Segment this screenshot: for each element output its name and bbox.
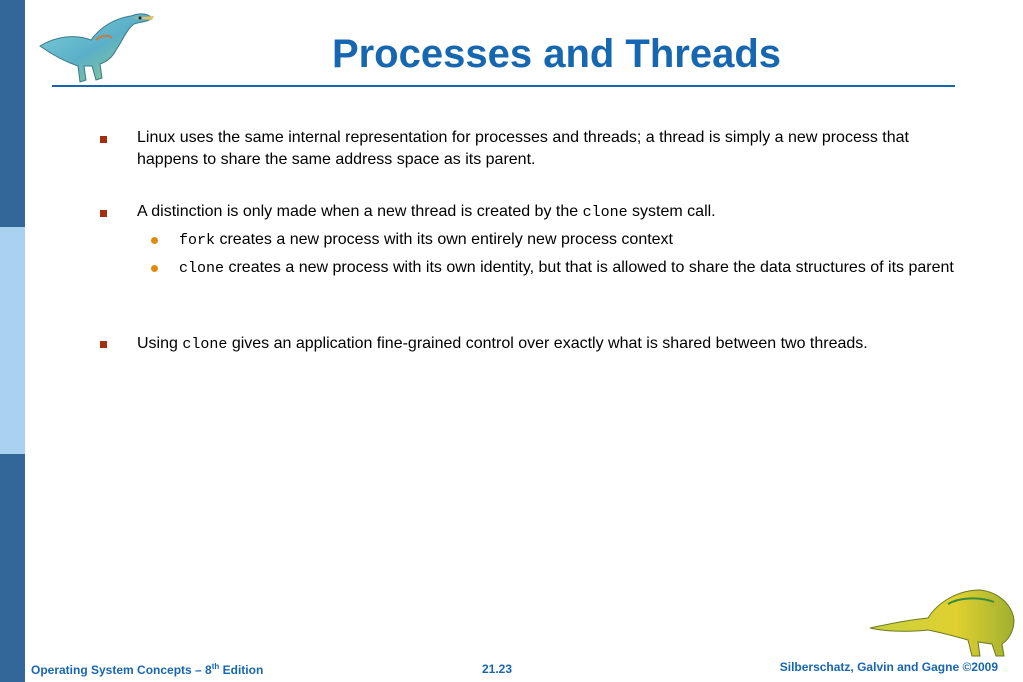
- sub-bullet-item-1: [179, 229, 969, 252]
- bullet-item-3: [137, 333, 967, 356]
- dinosaur-footer-icon: [868, 584, 1018, 658]
- bullet-text-pre: A distinction is only made when a new thread is created by the: [137, 203, 583, 220]
- bullet-dot-icon: [151, 265, 158, 272]
- sub-bullet-text: creates a new process with its own identity, but that is allowed to share the data structures of its parent: [224, 259, 954, 276]
- bullet-square-icon: [100, 136, 107, 143]
- sub-bullet-item-2: [179, 257, 969, 280]
- sidebar-stripe-bottom: [0, 454, 25, 682]
- footer-course-edition: Edition: [219, 663, 264, 677]
- bullet-dot-icon: [151, 237, 158, 244]
- code-fork: fork: [179, 232, 216, 249]
- footer-slide-number: 21.23: [482, 662, 513, 676]
- footer-copyright: Silberschatz, Galvin and Gagne ©2009: [779, 660, 998, 674]
- sidebar-stripe-middle: [0, 227, 25, 454]
- code-clone: clone: [582, 204, 628, 221]
- dinosaur-logo-icon: [36, 6, 158, 86]
- bullet-square-icon: [100, 210, 107, 217]
- footer-course-text: Operating System Concepts – 8: [31, 663, 212, 677]
- bullet-text-post: gives an application fine-grained control over exactly what is shared between two threads.: [227, 335, 868, 352]
- sidebar-stripe-top: [0, 0, 25, 227]
- title-divider: [52, 85, 955, 87]
- page-title: Processes and Threads: [331, 32, 782, 76]
- footer-course-sup: th: [211, 662, 220, 671]
- bullet-text-pre: Using: [137, 335, 183, 352]
- code-clone: clone: [182, 336, 228, 353]
- sub-bullet-text: creates a new process with its own entirely new process context: [215, 231, 673, 248]
- code-clone: clone: [179, 260, 225, 277]
- bullet-item-1: [137, 127, 967, 171]
- bullet-text-post: system call.: [627, 203, 716, 220]
- bullet-text: Linux uses the same internal representation for processes and threads; a thread is simply a new process that happens to share the same address space as its parent.: [137, 129, 909, 168]
- bullet-square-icon: [100, 341, 107, 348]
- footer-course-title: [31, 662, 263, 677]
- bullet-item-2: [137, 201, 967, 224]
